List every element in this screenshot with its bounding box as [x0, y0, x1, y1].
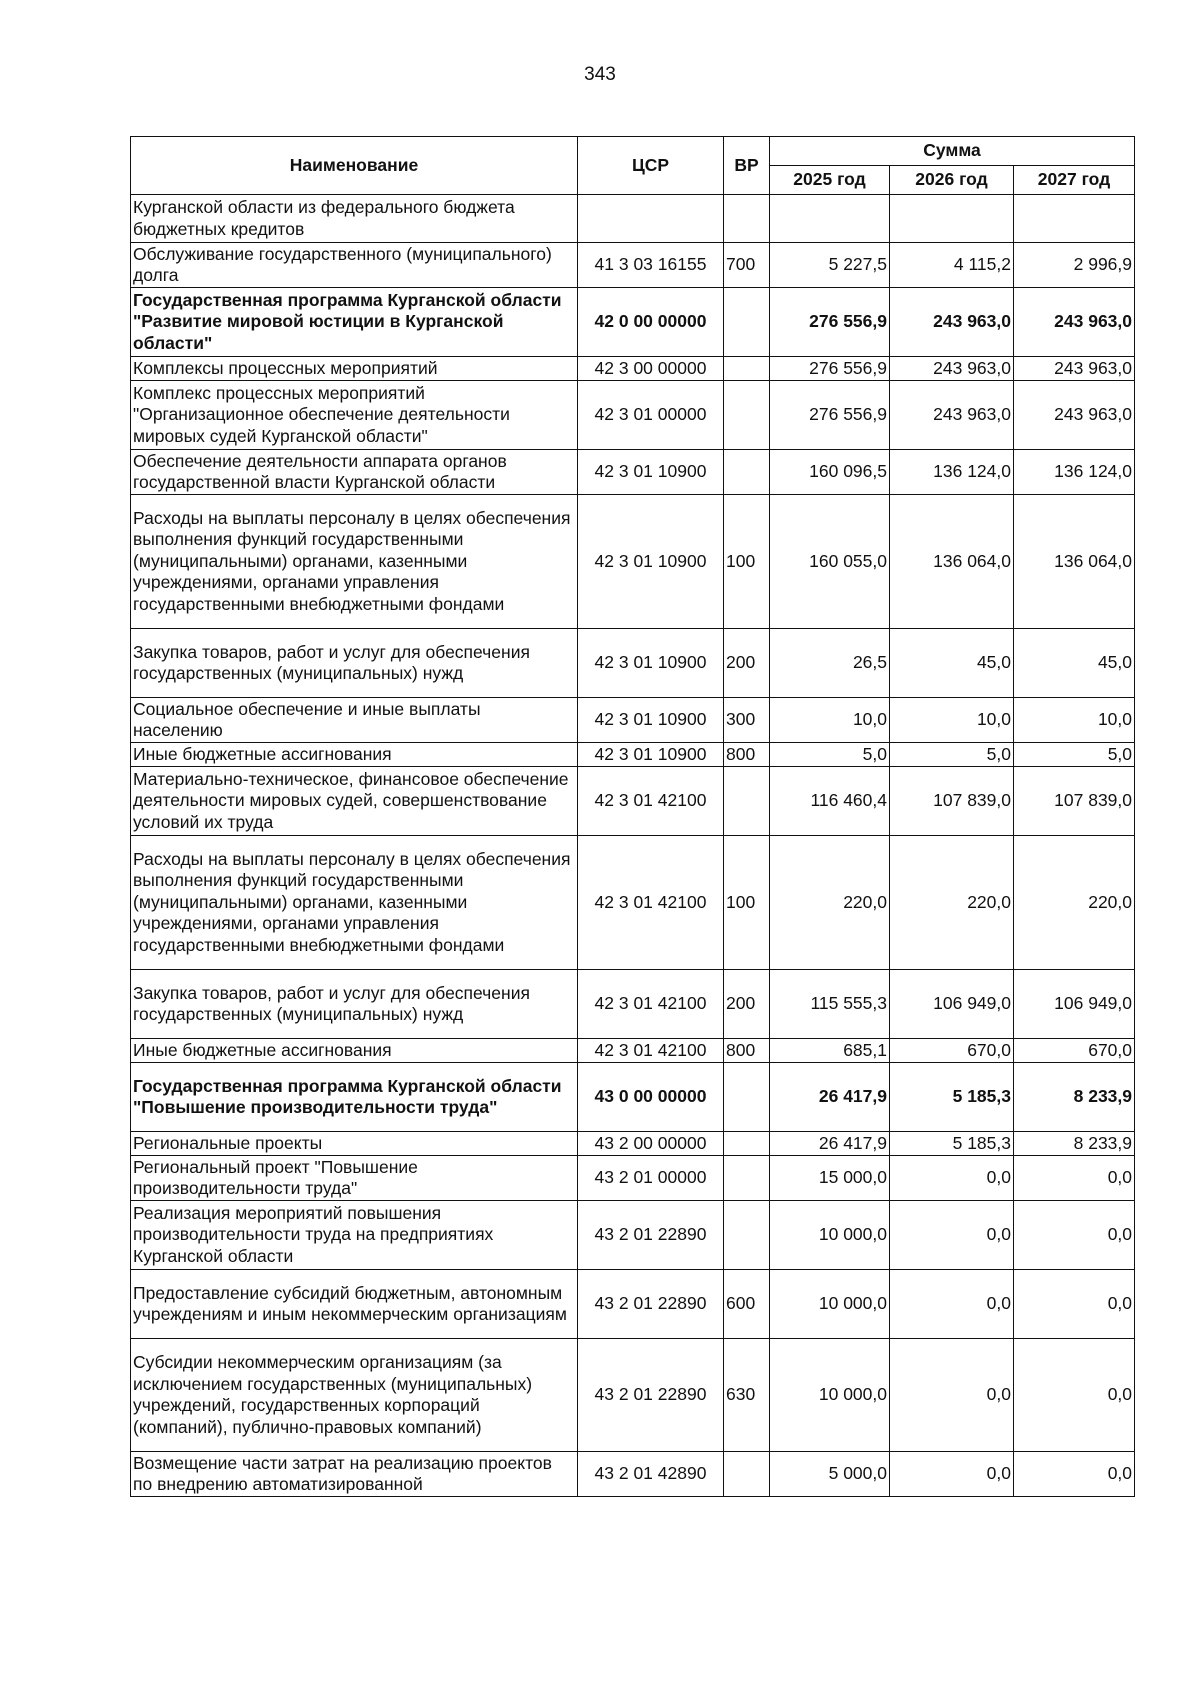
table-row [131, 698, 1135, 743]
cell-2026 [890, 195, 1014, 243]
cell-2027: 136 124,0 [1014, 450, 1135, 495]
cell-vr [724, 1201, 770, 1270]
cell-csr: 42 3 01 00000 [578, 381, 724, 450]
cell-2027: 10,0 [1014, 698, 1135, 743]
table-row [131, 243, 1135, 288]
cell-vr [724, 1063, 770, 1132]
cell-name: Обеспечение деятельности аппарата органов государственной власти Курганской области [131, 450, 578, 495]
cell-2025: 10,0 [770, 698, 890, 743]
cell-2027: 243 963,0 [1014, 288, 1135, 357]
cell-2027: 243 963,0 [1014, 357, 1135, 381]
cell-csr: 42 3 01 42100 [578, 970, 724, 1039]
cell-2027: 0,0 [1014, 1156, 1135, 1201]
cell-csr: 43 2 01 22890 [578, 1270, 724, 1339]
cell-vr: 100 [724, 495, 770, 629]
cell-2025: 276 556,9 [770, 288, 890, 357]
cell-2025: 115 555,3 [770, 970, 890, 1039]
cell-2026: 45,0 [890, 629, 1014, 698]
cell-2027: 8 233,9 [1014, 1063, 1135, 1132]
cell-csr: 43 2 01 22890 [578, 1339, 724, 1452]
cell-2026: 10,0 [890, 698, 1014, 743]
cell-name: Предоставление субсидий бюджетным, автономным учреждениям и иным некоммерческим организациям [131, 1270, 578, 1339]
cell-csr: 42 3 01 10900 [578, 743, 724, 767]
cell-2027: 8 233,9 [1014, 1132, 1135, 1156]
cell-csr: 43 2 01 22890 [578, 1201, 724, 1270]
cell-2027: 136 064,0 [1014, 495, 1135, 629]
table-row [131, 195, 1135, 243]
cell-csr: 42 3 01 10900 [578, 629, 724, 698]
table-row [131, 1156, 1135, 1201]
cell-2026: 0,0 [890, 1156, 1014, 1201]
cell-vr [724, 195, 770, 243]
cell-name: Реализация мероприятий повышения производительности труда на предприятиях Курганской области [131, 1201, 578, 1270]
table-row [131, 1339, 1135, 1452]
cell-csr: 43 0 00 00000 [578, 1063, 724, 1132]
cell-vr: 800 [724, 1039, 770, 1063]
cell-csr: 42 3 01 10900 [578, 450, 724, 495]
cell-name: Региональный проект "Повышение производительности труда" [131, 1156, 578, 1201]
cell-csr: 43 2 01 00000 [578, 1156, 724, 1201]
cell-2025 [770, 195, 890, 243]
cell-2026: 0,0 [890, 1339, 1014, 1452]
cell-2027 [1014, 195, 1135, 243]
cell-2026: 243 963,0 [890, 357, 1014, 381]
table-row [131, 450, 1135, 495]
cell-2026: 5 185,3 [890, 1132, 1014, 1156]
cell-2027: 670,0 [1014, 1039, 1135, 1063]
cell-2027: 45,0 [1014, 629, 1135, 698]
cell-name: Возмещение части затрат на реализацию проектов по внедрению автоматизированной [131, 1452, 578, 1497]
cell-csr: 42 3 00 00000 [578, 357, 724, 381]
header-vr: ВР [724, 137, 770, 195]
header-csr: ЦСР [578, 137, 724, 195]
cell-2026: 0,0 [890, 1201, 1014, 1270]
cell-vr [724, 381, 770, 450]
page-number: 343 [584, 64, 616, 85]
cell-2025: 160 055,0 [770, 495, 890, 629]
table-row [131, 1270, 1135, 1339]
cell-csr: 42 3 01 42100 [578, 1039, 724, 1063]
header-year-2025: 2025 год [770, 166, 890, 195]
cell-vr [724, 1132, 770, 1156]
cell-vr: 630 [724, 1339, 770, 1452]
cell-name: Государственная программа Курганской области "Развитие мировой юстиции в Курганской области" [131, 288, 578, 357]
cell-csr: 42 0 00 00000 [578, 288, 724, 357]
cell-vr [724, 767, 770, 836]
cell-2025: 5 227,5 [770, 243, 890, 288]
cell-2027: 106 949,0 [1014, 970, 1135, 1039]
cell-csr: 42 3 01 10900 [578, 495, 724, 629]
cell-2025: 5,0 [770, 743, 890, 767]
table-row [131, 357, 1135, 381]
cell-2025: 10 000,0 [770, 1339, 890, 1452]
cell-2026: 106 949,0 [890, 970, 1014, 1039]
cell-2026: 136 064,0 [890, 495, 1014, 629]
cell-vr: 600 [724, 1270, 770, 1339]
table-row [131, 1201, 1135, 1270]
table-row [131, 1039, 1135, 1063]
cell-vr [724, 1156, 770, 1201]
cell-csr: 42 3 01 42100 [578, 836, 724, 970]
table-row [131, 381, 1135, 450]
cell-vr [724, 357, 770, 381]
cell-name: Расходы на выплаты персоналу в целях обеспечения выполнения функций государственными (муниципальными) органами, казенными учреждениями, органами управления государственными внебюджетными фондами [131, 836, 578, 970]
cell-2027: 0,0 [1014, 1452, 1135, 1497]
cell-2025: 10 000,0 [770, 1270, 890, 1339]
table-row [131, 1063, 1135, 1132]
cell-name: Региональные проекты [131, 1132, 578, 1156]
cell-2026: 136 124,0 [890, 450, 1014, 495]
cell-2026: 0,0 [890, 1270, 1014, 1339]
cell-name: Закупка товаров, работ и услуг для обеспечения государственных (муниципальных) нужд [131, 629, 578, 698]
cell-2025: 10 000,0 [770, 1201, 890, 1270]
cell-name: Курганской области из федерального бюджета бюджетных кредитов [131, 195, 578, 243]
cell-2025: 276 556,9 [770, 381, 890, 450]
cell-2025: 26 417,9 [770, 1063, 890, 1132]
cell-name: Закупка товаров, работ и услуг для обеспечения государственных (муниципальных) нужд [131, 970, 578, 1039]
cell-2026: 4 115,2 [890, 243, 1014, 288]
budget-table [130, 136, 1135, 1497]
header-sum: Сумма [770, 137, 1135, 166]
cell-2027: 0,0 [1014, 1201, 1135, 1270]
cell-csr: 42 3 01 10900 [578, 698, 724, 743]
table-row [131, 1132, 1135, 1156]
table-row [131, 288, 1135, 357]
table-row [131, 970, 1135, 1039]
cell-2025: 5 000,0 [770, 1452, 890, 1497]
cell-vr [724, 1452, 770, 1497]
cell-csr: 41 3 03 16155 [578, 243, 724, 288]
cell-2027: 0,0 [1014, 1270, 1135, 1339]
cell-2026: 670,0 [890, 1039, 1014, 1063]
cell-2027: 0,0 [1014, 1339, 1135, 1452]
table-row [131, 1452, 1135, 1497]
cell-vr: 100 [724, 836, 770, 970]
cell-name: Государственная программа Курганской области "Повышение производительности труда" [131, 1063, 578, 1132]
cell-2025: 685,1 [770, 1039, 890, 1063]
header-year-2027: 2027 год [1014, 166, 1135, 195]
cell-vr: 700 [724, 243, 770, 288]
cell-name: Комплексы процессных мероприятий [131, 357, 578, 381]
cell-2026: 5 185,3 [890, 1063, 1014, 1132]
cell-2026: 243 963,0 [890, 288, 1014, 357]
cell-2026: 107 839,0 [890, 767, 1014, 836]
cell-2025: 276 556,9 [770, 357, 890, 381]
cell-2026: 5,0 [890, 743, 1014, 767]
header-year-2026: 2026 год [890, 166, 1014, 195]
table-row [131, 836, 1135, 970]
table-row [131, 495, 1135, 629]
cell-name: Материально-техническое, финансовое обеспечение деятельности мировых судей, совершенствование условий их труда [131, 767, 578, 836]
cell-csr: 43 2 00 00000 [578, 1132, 724, 1156]
table-body [131, 195, 1135, 1497]
cell-2026: 0,0 [890, 1452, 1014, 1497]
cell-2025: 160 096,5 [770, 450, 890, 495]
cell-2025: 26 417,9 [770, 1132, 890, 1156]
cell-2027: 2 996,9 [1014, 243, 1135, 288]
header-name: Наименование [131, 137, 578, 195]
cell-2027: 243 963,0 [1014, 381, 1135, 450]
cell-csr: 42 3 01 42100 [578, 767, 724, 836]
cell-2025: 15 000,0 [770, 1156, 890, 1201]
cell-vr: 200 [724, 970, 770, 1039]
cell-name: Иные бюджетные ассигнования [131, 1039, 578, 1063]
cell-2026: 220,0 [890, 836, 1014, 970]
cell-vr: 800 [724, 743, 770, 767]
cell-name: Субсидии некоммерческим организациям (за исключением государственных (муниципальных) учреждений, государственных корпораций (компаний), публично-правовых компаний) [131, 1339, 578, 1452]
cell-csr [578, 195, 724, 243]
cell-2025: 116 460,4 [770, 767, 890, 836]
table-header [131, 137, 1135, 195]
cell-vr [724, 450, 770, 495]
cell-vr: 200 [724, 629, 770, 698]
cell-2026: 243 963,0 [890, 381, 1014, 450]
cell-vr: 300 [724, 698, 770, 743]
table-row [131, 629, 1135, 698]
table-row [131, 767, 1135, 836]
cell-2025: 26,5 [770, 629, 890, 698]
cell-2025: 220,0 [770, 836, 890, 970]
cell-name: Расходы на выплаты персоналу в целях обеспечения выполнения функций государственными (муниципальными) органами, казенными учреждениями, органами управления государственными внебюджетными фондами [131, 495, 578, 629]
cell-name: Социальное обеспечение и иные выплаты населению [131, 698, 578, 743]
cell-name: Иные бюджетные ассигнования [131, 743, 578, 767]
cell-2027: 5,0 [1014, 743, 1135, 767]
cell-2027: 220,0 [1014, 836, 1135, 970]
cell-csr: 43 2 01 42890 [578, 1452, 724, 1497]
cell-vr [724, 288, 770, 357]
cell-name: Обслуживание государственного (муниципального) долга [131, 243, 578, 288]
cell-2027: 107 839,0 [1014, 767, 1135, 836]
cell-name: Комплекс процессных мероприятий "Организационное обеспечение деятельности мировых судей Курганской области" [131, 381, 578, 450]
table-row [131, 743, 1135, 767]
